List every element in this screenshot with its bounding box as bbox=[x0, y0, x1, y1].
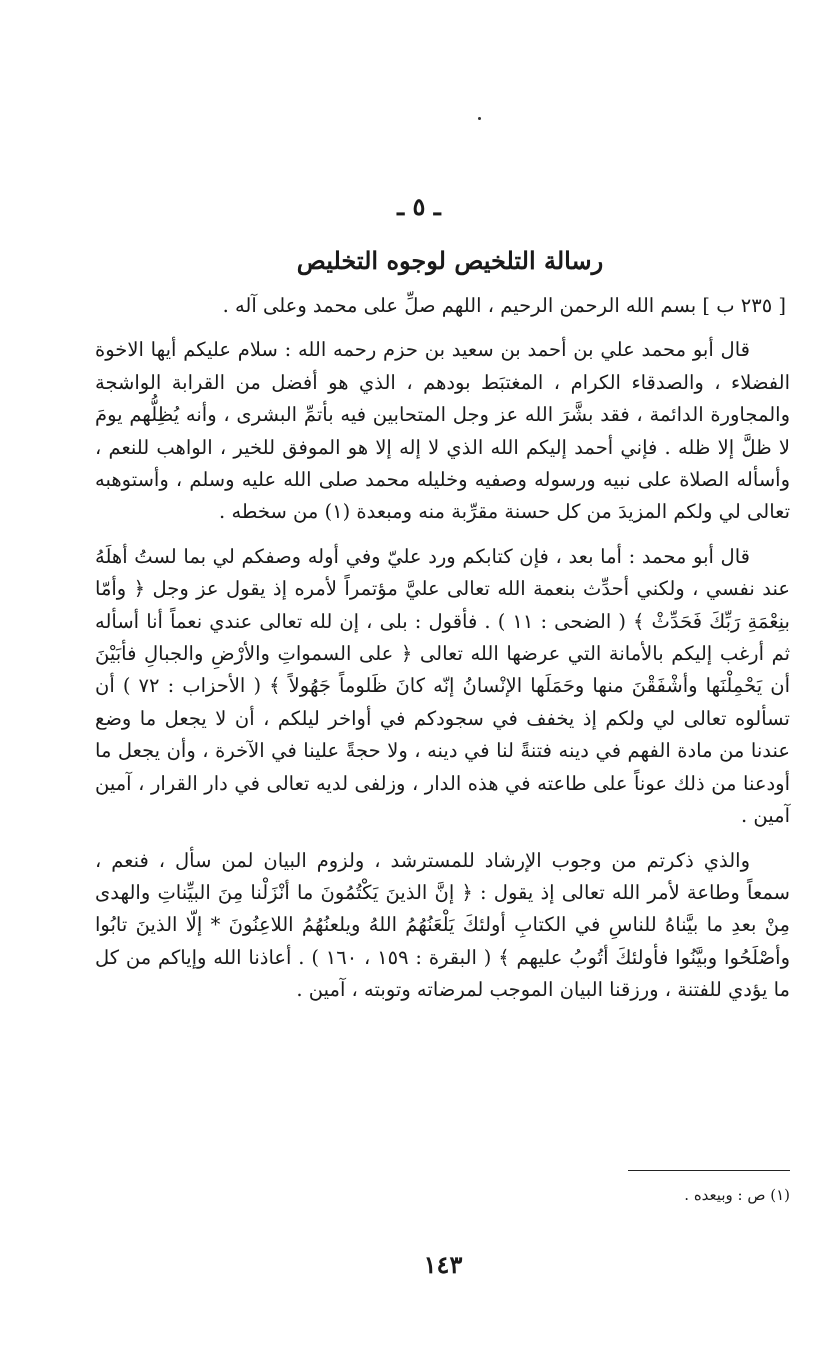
ink-speck bbox=[478, 117, 481, 120]
opening-invocation: [ ٢٣٥ ب ] بسم الله الرحمن الرحيم ، اللهم صلِّ على محمد وعلى آله . bbox=[222, 294, 786, 317]
footnote: (١) ص : وبيعده . bbox=[684, 1186, 790, 1204]
paragraph-reply: قال أبو محمد : أما بعد ، فإن كتابكم ورد عليّ وفي أوله وصفكم لي بما لستُ أهلَهُ عند نفسي ، ولكني أحدِّث بنعمة الله تعالى عليَّ مؤتمراً لأمره إذ يقول عز وجل ﴿ وأمّا بنِعْمَةِ رَبِّكَ فَحَدِّثْ ﴾ ( الضحى : ١١ ) . فأقول : بلى ، إن لله تعالى عندي نعماً أنا أسأله ثم أرغب إليكم بالأمانة التي عرضها الله تعالى ﴿ على السمواتِ والأرْضِ والجبالِ فأبَيْنَ أن يَحْمِلْنَها وأشْفَقْنَ منها وحَمَلَها الإنْسانُ إنّه كانَ ظَلوماً جَهُولاً ﴾ ( الأحزاب : ٧٢ ) أن تسألوه تعالى لي ولكم إذ يخفف في سجودكم في أواخر ليلكم ، أن لا يجعل ما وضع عندنا من مادة الفهم في دينه فتنةً لنا في دينه ، ولا حجةً علينا في الآخرة ، وأن يجعل ما أودعنا من ذلك عوناً على طاعته في هذه الدار ، وزلفى لديه تعالى في دار القرار ، آمين آمين . bbox=[95, 544, 790, 828]
epistle-title: رسالة التلخيص لوجوه التخليص bbox=[296, 246, 604, 275]
paragraph-guidance: والذي ذكرتم من وجوب الإرشاد للمسترشد ، ولزوم البيان لمن سأل ، فنعم ، سمعاً وطاعة لأمر الله تعالى إذ يقول : ﴿ إنَّ الذينَ يَكْتُمُونَ ما أنْزَلْنا مِنَ البيِّناتِ والهدى مِنْ بعدِ ما بيَّناهُ للناسِ في الكتابِ أولئكَ يَلْعَنُهُمُ اللهُ ويلعنُهُمُ اللاعِنُونَ * إلّا الذينَ تابُوا وأصْلَحُوا وبيَّنُوا فأولئكَ أتُوبُ عليهم ﴾ ( البقرة : ١٥٩ ، ١٦٠ ) . أعاذنا الله وإياكم من كل ما يؤدي للفتنة ، ورزقنا البيان الموجب لمرضاته وتوبته ، آمين . bbox=[95, 848, 790, 1002]
footnote-divider bbox=[628, 1170, 790, 1171]
main-text bbox=[95, 290, 790, 1007]
section-number: ـ ٥ ـ bbox=[397, 192, 441, 221]
page-number: ١٤٣ bbox=[423, 1250, 463, 1279]
paragraph-greeting: قال أبو محمد علي بن أحمد بن سعيد بن حزم رحمه الله : سلام عليكم أيها الاخوة الفضلاء ، والصدقاء الكرام ، المغتبَط بودهم ، الذي هو أفضل من القرابة الواشجة والمجاورة الدائمة ، فقد بشَّرَ الله عز وجل المتحابين فيه بأتمِّ البشرى ، وأنه يُظِلُّهم يومَ لا ظلَّ إلا ظله . فإني أحمد إليكم الله الذي لا إله إلا هو الموفق للخير ، الواهب للنعم ، وأسأله الصلاة على نبيه ورسوله وصفيه وخليله محمد صلى الله عليه وسلم ، وأستوهبه تعالى لي ولكم المزيدَ من كل حسنة مقرِّبة منه ومبعدة (١) من سخطه . bbox=[95, 338, 790, 524]
